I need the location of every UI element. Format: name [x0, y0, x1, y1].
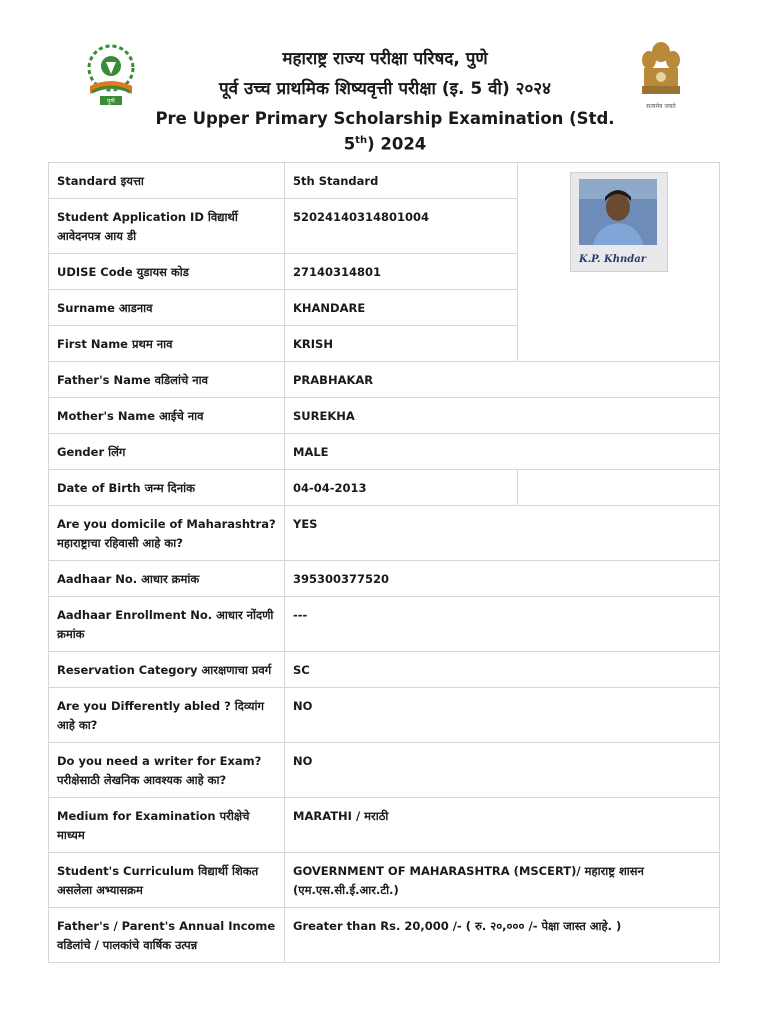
- field-value: SC: [285, 652, 720, 688]
- field-label: UDISE Code युडायस कोड: [49, 254, 285, 290]
- field-label: Father's Name वडिलांचे नाव: [49, 362, 285, 398]
- logo-caption: पुणे: [107, 98, 115, 105]
- field-label: Do you need a writer for Exam? परीक्षेसाठी लेखनिक आवश्यक आहे का?: [49, 743, 285, 798]
- field-label: Surname आडनाव: [49, 290, 285, 326]
- table-row: [49, 434, 720, 470]
- field-label: Are you domicile of Maharashtra? महाराष्ट्राचा रहिवासी आहे का?: [49, 506, 285, 561]
- field-value: PRABHAKAR: [285, 362, 720, 398]
- svg-text:K.P. Khndar: K.P. Khndar: [578, 254, 646, 265]
- board-title: महाराष्ट्र राज्य परीक्षा परिषद, पुणे: [282, 49, 488, 69]
- table-row: [49, 470, 720, 506]
- field-value: 04-04-2013: [285, 470, 518, 506]
- field-label: Mother's Name आईचे नाव: [49, 398, 285, 434]
- field-value: MALE: [285, 434, 720, 470]
- field-label: Aadhaar No. आधार क्रमांक: [49, 561, 285, 597]
- field-value: ---: [285, 597, 720, 652]
- field-value: SUREKHA: [285, 398, 720, 434]
- field-label: Aadhaar Enrollment No. आधार नोंदणी क्रमांक: [49, 597, 285, 652]
- field-value: 395300377520: [285, 561, 720, 597]
- table-row: [49, 743, 720, 798]
- table-row: [49, 908, 720, 963]
- student-signature: [575, 249, 663, 267]
- table-row: [49, 597, 720, 652]
- field-label: Date of Birth जन्म दिनांक: [49, 470, 285, 506]
- student-photo: [570, 172, 668, 272]
- msce-logo-icon: [78, 40, 144, 116]
- field-label: Father's / Parent's Annual Income वडिलांचे / पालकांचे वार्षिक उत्पन्न: [49, 908, 285, 963]
- field-label: Student Application ID विद्यार्थी आवेदनपत्र आय डी: [49, 199, 285, 254]
- table-row: [49, 688, 720, 743]
- empty-cell: [518, 470, 720, 506]
- field-label: First Name प्रथम नाव: [49, 326, 285, 362]
- table-row: [49, 798, 720, 853]
- table-row: [49, 398, 720, 434]
- student-details-table: [48, 162, 720, 963]
- field-value: GOVERNMENT OF MAHARASHTRA (MSCERT)/ महाराष्ट्र शासन (एम.एस.सी.ई.आर.टी.): [285, 853, 720, 908]
- student-photo-image: [579, 179, 657, 245]
- field-value: 52024140314801004: [285, 199, 518, 254]
- field-value: MARATHI / मराठी: [285, 798, 720, 853]
- field-label: Medium for Examination परीक्षेचे माध्यम: [49, 798, 285, 853]
- field-value: 5th Standard: [285, 163, 518, 199]
- field-label: Are you Differently abled ? दिव्यांग आहे का?: [49, 688, 285, 743]
- field-value: KHANDARE: [285, 290, 518, 326]
- national-emblem-icon: [636, 38, 686, 114]
- exam-title-english: Pre Upper Primary Scholarship Examination (Std.: [155, 109, 615, 128]
- table-row: [49, 163, 720, 199]
- table-row: [49, 561, 720, 597]
- field-value: Greater than Rs. 20,000 /- ( रु. २०,००० /- पेक्षा जास्त आहे. ): [285, 908, 720, 963]
- table-row: [49, 506, 720, 561]
- field-value: NO: [285, 688, 720, 743]
- field-label: Standard इयत्ता: [49, 163, 285, 199]
- title-block: [150, 46, 620, 156]
- field-value: YES: [285, 506, 720, 561]
- field-value: NO: [285, 743, 720, 798]
- table-row: [49, 362, 720, 398]
- emblem-motto: सत्यमेव जयते: [646, 103, 676, 110]
- page-header: [0, 0, 768, 160]
- field-label: Reservation Category आरक्षणाचा प्रवर्ग: [49, 652, 285, 688]
- field-label: Student's Curriculum विद्यार्थी शिकत असलेला अभ्यासक्रम: [49, 853, 285, 908]
- field-label: Gender लिंग: [49, 434, 285, 470]
- field-value: 27140314801: [285, 254, 518, 290]
- table-row: [49, 652, 720, 688]
- exam-title-english-year: 5th) 2024: [343, 134, 427, 154]
- table-row: [49, 853, 720, 908]
- photo-cell: [518, 163, 720, 362]
- exam-title-marathi: पूर्व उच्च प्राथमिक शिष्यवृत्ती परीक्षा (इ. 5 वी) २०२४: [219, 79, 551, 99]
- field-value: KRISH: [285, 326, 518, 362]
